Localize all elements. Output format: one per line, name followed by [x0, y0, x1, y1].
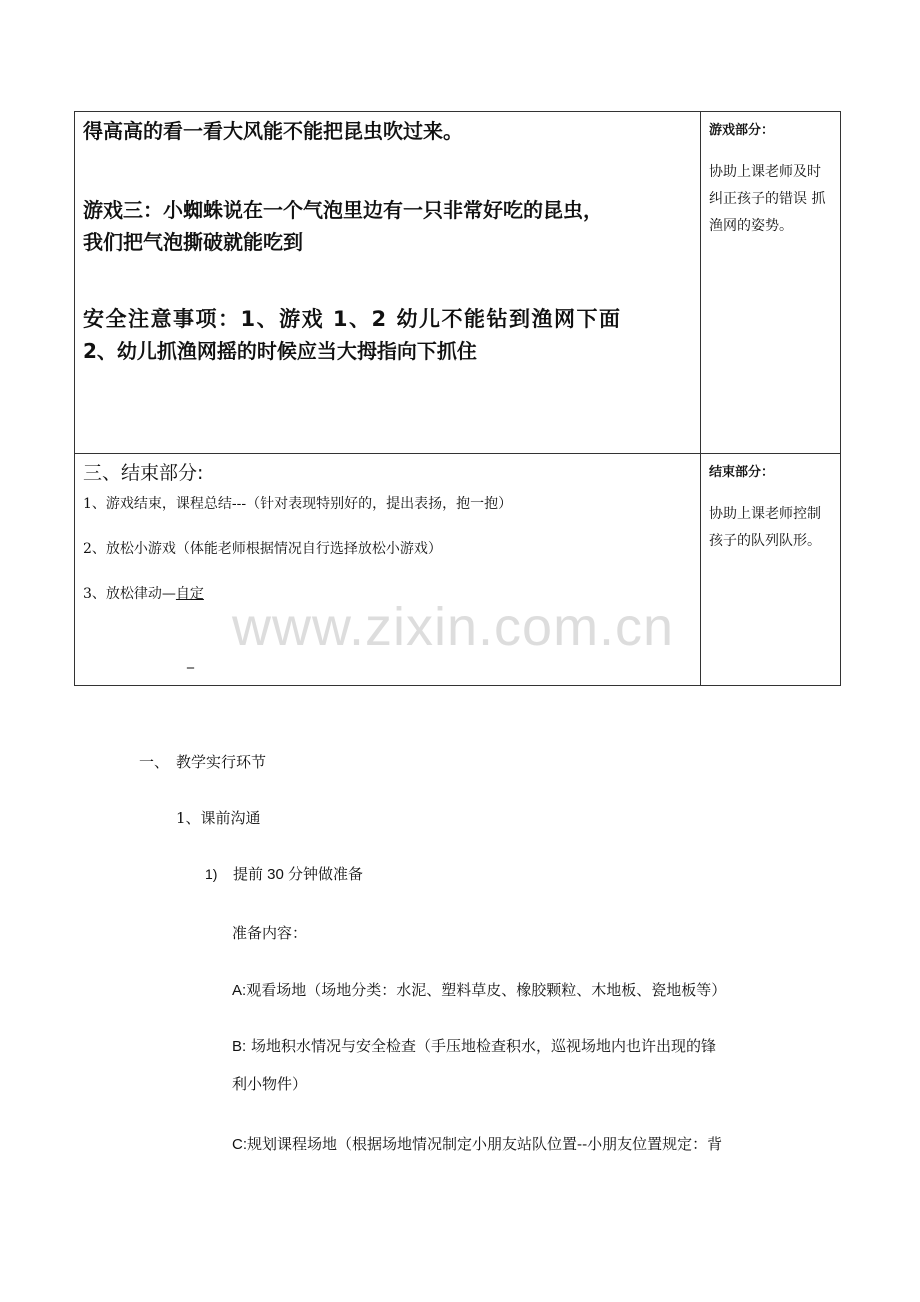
ending-part-body: 协助上课老师控制孩子的队列队形。: [709, 506, 821, 549]
table-row: [75, 112, 841, 454]
ending-assist-cell: [701, 454, 841, 686]
ending-section-title: 三、结束部分:: [83, 462, 204, 484]
blank-dash: _: [187, 653, 194, 669]
prep-item-c-text: 规划课程场地（根据场地情况制定小朋友站队位置--小朋友位置规定：背: [247, 1135, 723, 1153]
ending-item-1: 1、游戏结束，课程总结---（针对表现特别好的，提出表扬，抱一抱）: [83, 496, 513, 512]
ending-item-3-prefix: 3、放松律动—: [83, 586, 176, 602]
prep-item-b-prefix: B:: [232, 1038, 247, 1055]
ending-item-3-custom: 自定: [175, 586, 204, 602]
prep-item-c-prefix: C:: [232, 1136, 247, 1153]
outline-heading-3: [205, 864, 363, 885]
outline-heading-1-text: 教学实行环节: [176, 753, 267, 771]
game-part-title: 游戏部分：: [709, 123, 775, 138]
game3-line1: 游戏三：小蜘蛛说在一个气泡里边有一只非常好吃的昆虫，: [83, 198, 603, 222]
prep-item-b: [232, 1036, 716, 1057]
outline-heading-3-text: 提前 30 分钟做准备: [233, 866, 364, 883]
wind-game-text: 得高高的看一看大风能不能把昆虫吹过来。: [83, 119, 463, 143]
outline-heading-1: [139, 752, 266, 772]
outline-heading-1-number: 一、: [139, 753, 170, 771]
prep-item-a-prefix: A:: [232, 982, 247, 999]
prep-item-c: [232, 1134, 722, 1155]
outline-heading-3-number: 1): [205, 866, 218, 882]
safety-line2: 2、幼儿抓渔网摇的时候应当大拇指向下抓住: [83, 339, 477, 363]
prep-item-a-text: 观看场地（场地分类：水泥、塑料草皮、橡胶颗粒、木地板、瓷地板等）: [246, 981, 727, 999]
prep-item-b-text: 场地积水情况与安全检查（手压地检查积水，巡视场地内也许出现的锋: [246, 1037, 716, 1055]
prep-item-a: [232, 980, 726, 1001]
game3-line2: 我们把气泡撕破就能吃到: [83, 230, 303, 254]
prep-content-label: 准备内容：: [232, 924, 308, 942]
prep-item-b-continued: 利小物件）: [232, 1075, 308, 1093]
outline-heading-2: 1、课前沟通: [176, 809, 261, 827]
site-watermark: www.zixin.com.cn: [232, 597, 675, 657]
game-section-cell: [75, 112, 701, 454]
game-assist-cell: [701, 112, 841, 454]
ending-part-title: 结束部分：: [709, 465, 775, 480]
game-part-body: 协助上课老师及时纠正孩子的错误 抓渔网的姿势。: [709, 164, 826, 234]
ending-item-2: 2、放松小游戏（体能老师根据情况自行选择放松小游戏）: [83, 541, 442, 557]
safety-line1: 安全注意事项：1、游戏 1、2 幼儿不能钻到渔网下面: [83, 307, 622, 331]
